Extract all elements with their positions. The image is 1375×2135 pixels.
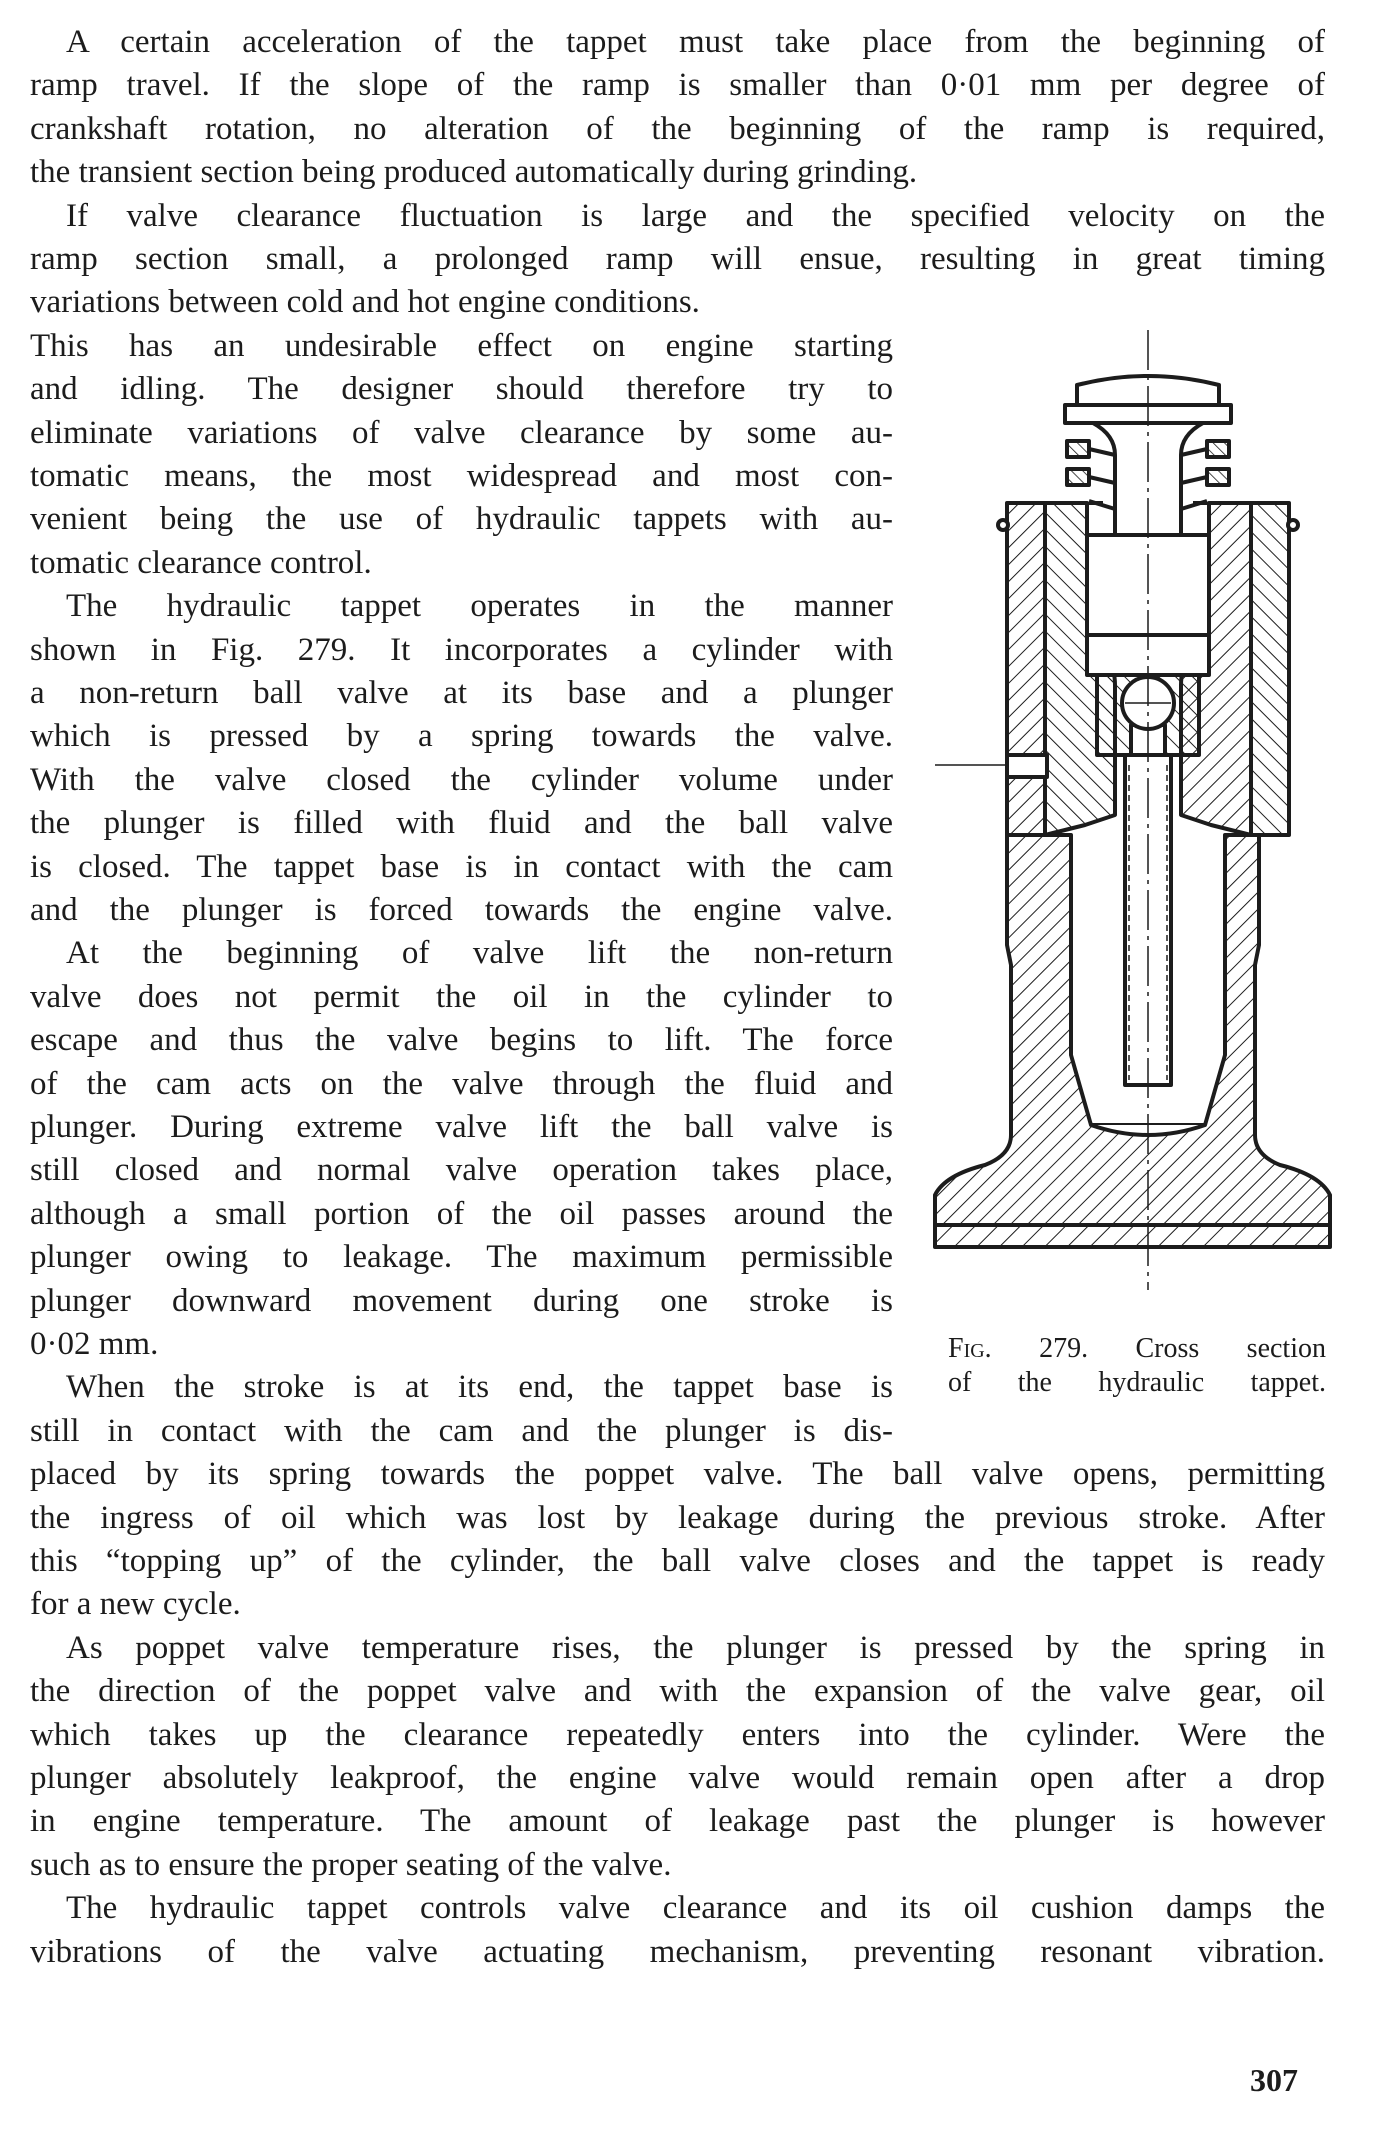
text-line: eliminate variations of valve clearance by some au- bbox=[30, 414, 893, 451]
text-line: With the valve closed the cylinder volume under bbox=[30, 761, 893, 798]
text-line: This has an undesirable effect on engine starting bbox=[30, 327, 893, 364]
text-line: of the cam acts on the valve through the fluid and bbox=[30, 1065, 893, 1102]
text-line: vibrations of the valve actuating mechanism, preventing resonant vibration. bbox=[30, 1933, 1325, 1970]
text-line: for a new cycle. bbox=[30, 1586, 241, 1623]
text-line: plunger owing to leakage. The maximum permissible bbox=[30, 1239, 893, 1276]
text-line: The hydraulic tappet controls valve clearance and its oil cushion damps the bbox=[66, 1890, 1325, 1927]
text-line: plunger downward movement during one stroke is bbox=[30, 1282, 893, 1319]
hydraulic-tappet-cross-section-figure bbox=[925, 325, 1340, 1295]
text-line: and the plunger is forced towards the engine valve. bbox=[30, 892, 893, 928]
text-line: 0·02 mm. bbox=[30, 1326, 159, 1362]
oil-inlet bbox=[935, 755, 1047, 777]
text-line: variations between cold and hot engine conditions. bbox=[30, 284, 700, 321]
text-line: shown in Fig. 279. It incorporates a cylinder with bbox=[30, 631, 893, 668]
figure-caption-continued bbox=[948, 1365, 1326, 1401]
text-line: a non-return ball valve at its base and a plunger bbox=[30, 675, 893, 711]
text-line: At the beginning of valve lift the non-return bbox=[66, 935, 893, 972]
text-line: venient being the use of hydraulic tappets with au- bbox=[30, 501, 893, 538]
text-line: When the stroke is at its end, the tappet base is bbox=[66, 1369, 893, 1406]
text-line: The hydraulic tappet operates in the manner bbox=[66, 588, 893, 625]
text-line: which takes up the clearance repeatedly enters into the cylinder. Were the bbox=[30, 1716, 1325, 1753]
text-line: valve does not permit the oil in the cylinder to bbox=[30, 978, 893, 1015]
figure-caption-line2: of the hydraulic tappet. bbox=[948, 1367, 1326, 1398]
text-line: and idling. The designer should therefore try to bbox=[30, 371, 893, 408]
text-line: such as to ensure the proper seating of the valve. bbox=[30, 1846, 672, 1883]
text-line: the ingress of oil which was lost by leakage during the previous stroke. After bbox=[30, 1499, 1325, 1536]
text-line: ramp travel. If the slope of the ramp is smaller than 0·01 mm per degree of bbox=[30, 67, 1325, 104]
text-line: which is pressed by a spring towards the valve. bbox=[30, 718, 893, 755]
text-line: escape and thus the valve begins to lift. The force bbox=[30, 1022, 893, 1059]
text-line: this “topping up” of the cylinder, the ball valve closes and the tappet is ready bbox=[30, 1543, 1325, 1579]
text-line: If valve clearance fluctuation is large and the specified velocity on the bbox=[66, 197, 1325, 234]
text-line: in engine temperature. The amount of leakage past the plunger is however bbox=[30, 1803, 1325, 1840]
text-line: the direction of the poppet valve and with the expansion of the valve gear, oil bbox=[30, 1673, 1325, 1710]
text-line: the transient section being produced automatically during grinding. bbox=[30, 154, 918, 191]
text-line: tomatic clearance control. bbox=[30, 544, 372, 581]
text-line: ramp section small, a prolonged ramp will ensue, resulting in great timing bbox=[30, 241, 1325, 277]
figure-caption-line1: Cross section bbox=[1135, 1333, 1326, 1364]
text-line: tomatic means, the most widespread and most con- bbox=[30, 458, 893, 494]
figure-caption bbox=[948, 1331, 1326, 1367]
text-line: still in contact with the cam and the plunger is dis- bbox=[30, 1412, 893, 1449]
text-line: As poppet valve temperature rises, the plunger is pressed by the spring in bbox=[66, 1629, 1325, 1666]
text-line: is closed. The tappet base is in contact with the cam bbox=[30, 848, 893, 885]
text-line: crankshaft rotation, no alteration of the beginning of the ramp is required, bbox=[30, 110, 1325, 147]
text-line: placed by its spring towards the poppet valve. The ball valve opens, permitting bbox=[30, 1456, 1325, 1493]
text-line: although a small portion of the oil passes around the bbox=[30, 1195, 893, 1232]
text-line: plunger absolutely leakproof, the engine valve would remain open after a drop bbox=[30, 1760, 1325, 1796]
figure-label: Fig. 279. bbox=[948, 1333, 1089, 1364]
text-line: still closed and normal valve operation takes place, bbox=[30, 1152, 893, 1189]
text-line: A certain acceleration of the tappet must take place from the beginning of bbox=[66, 24, 1325, 60]
page-number: 307 bbox=[1250, 2062, 1298, 2098]
text-line: plunger. During extreme valve lift the ball valve is bbox=[30, 1109, 893, 1145]
text-line: the plunger is filled with fluid and the ball valve bbox=[30, 805, 893, 842]
